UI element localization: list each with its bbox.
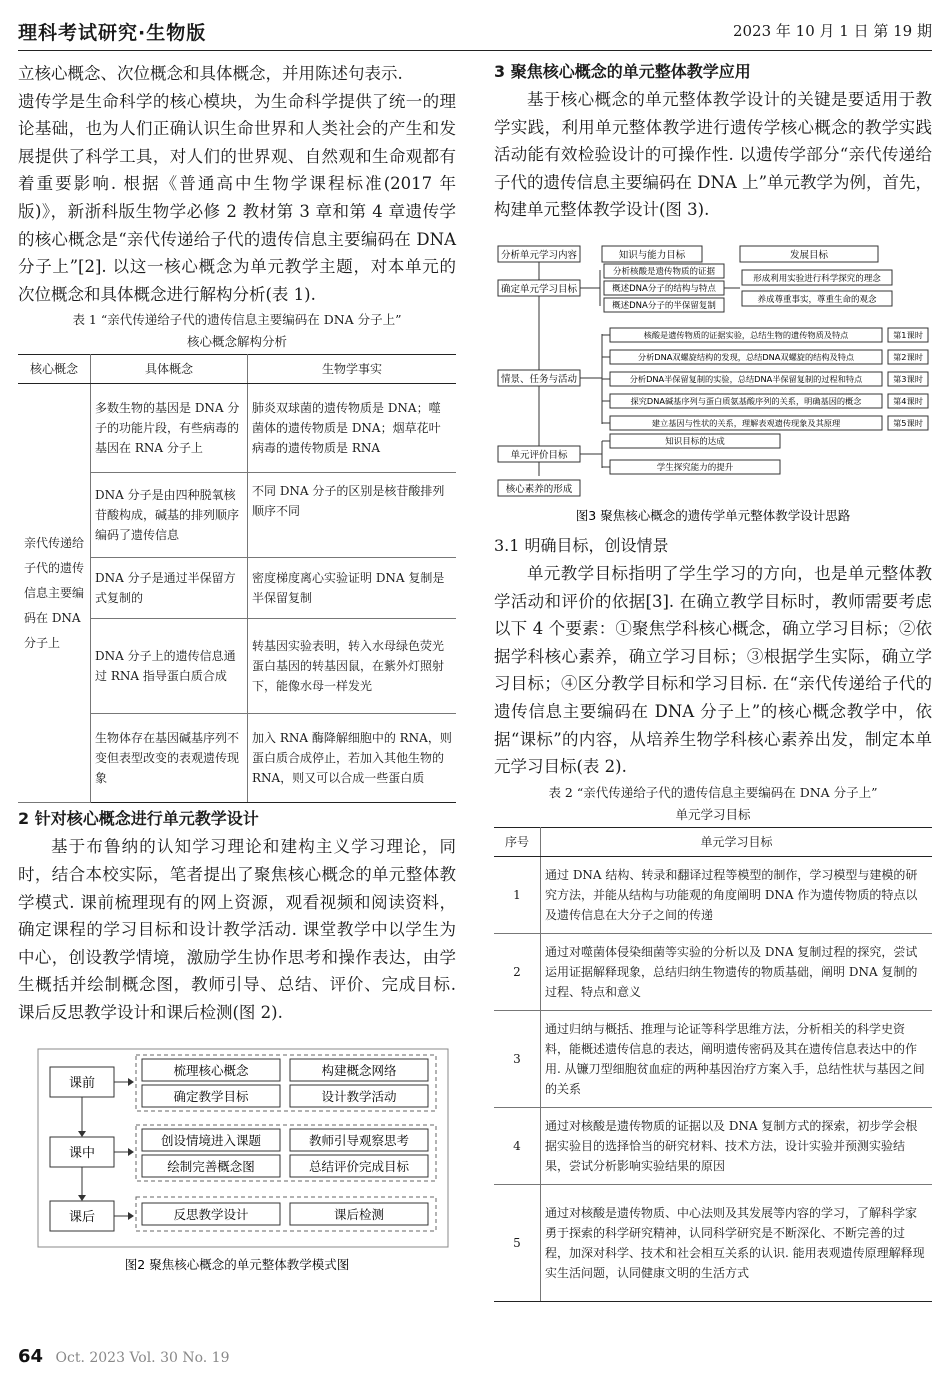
table-cell: 转基因实验表明，转入水母绿色荧光蛋白基因的转基因鼠，在紫外灯照射下，能像水母一样发光 xyxy=(248,619,457,714)
figure-caption: 图2 聚焦核心概念的单元整体教学模式图 xyxy=(124,1256,350,1272)
table-row xyxy=(494,1184,932,1301)
page-number: 64 xyxy=(18,1346,44,1367)
table-header: 核心概念 xyxy=(18,355,91,384)
step-label: 绘制完善概念图 xyxy=(167,1158,255,1174)
figure-caption: 图3 聚焦核心概念的遗传学单元整体教学设计思路 xyxy=(575,507,851,523)
figure-3 xyxy=(494,240,932,530)
table2-caption: 表 2 “亲代传递给子代的遗传信息主要编码在 DNA 分子上” xyxy=(548,784,878,800)
table-row xyxy=(494,856,932,933)
page-footer xyxy=(18,1346,229,1367)
node-label: 知识与能力目标 xyxy=(618,249,686,261)
node-label: 学生探究能力的提升 xyxy=(656,462,734,473)
period-label: 第5课时 xyxy=(893,417,923,428)
node-label: 养成尊重事实，尊重生命的观念 xyxy=(757,294,877,305)
step-label: 总结评价完成目标 xyxy=(308,1158,410,1174)
stage-label-pre: 课前 xyxy=(68,1075,96,1091)
node-label: 分析DNA半保留复制的实验，总结DNA半保留复制的过程和特点 xyxy=(629,373,863,384)
table2-caption-sub: 单元学习目标 xyxy=(675,806,751,822)
table-cell: 通过归纳与概括、推理与论证等科学思维方法，分析相关的科学史资料，能概述遗传信息的表达，阐明遗传密码及其在遗传信息表达中的作用. 从镰刀型细胞贫血症的两种基因治疗方案入手，总结性状与基因之间的关系 xyxy=(541,1010,933,1107)
arrow-head xyxy=(78,1131,86,1137)
arrow-head xyxy=(128,1212,134,1220)
figure-2 xyxy=(18,1045,456,1277)
table-cell: 加入 RNA 酶降解细胞中的 RNA，则蛋白质合成停止，若加入其他生物的 RNA，则又可以合成一些蛋白质 xyxy=(248,714,457,803)
node-label: 概述DNA分子的结构与特点 xyxy=(612,283,716,294)
node-label: 单元评价目标 xyxy=(510,449,568,461)
node-label: 知识目标的达成 xyxy=(665,436,725,447)
arrow-head xyxy=(78,1195,86,1201)
table-cell: 通过对噬菌体侵染细菌等实验的分析以及 DNA 复制过程的探究，尝试运用证据解释现象，总结归纳生物遗传的物质基础，阐明 DNA 复制的过程、特点和意义 xyxy=(541,933,933,1010)
table-row xyxy=(494,1010,932,1107)
issue-date: 2023 年 10 月 1 日 第 19 期 xyxy=(732,22,932,40)
subsection-heading: 3.1 明确目标，创设情景 xyxy=(494,535,669,555)
node-label: 发展目标 xyxy=(789,249,829,261)
step-label: 反思教学设计 xyxy=(173,1206,249,1222)
period-label: 第4课时 xyxy=(893,395,923,406)
table-cell: 5 xyxy=(494,1184,541,1301)
table-cell: DNA 分子上的遗传信息通过 RNA 指导蛋白质合成 xyxy=(91,619,248,714)
table-cell: 通过对核酸是遗传物质的证据以及 DNA 复制方式的探索，初步学会根据实验目的选择恰当的研究材料、技术方法，设计实验并预测实验结果，尝试分析影响实验结果的原因 xyxy=(541,1107,933,1184)
running-header xyxy=(18,14,932,44)
node-label: 情景、任务与活动 xyxy=(500,373,578,385)
table-row xyxy=(494,1107,932,1184)
core-concept-cell: 亲代传递给子代的遗传信息主要编码在 DNA 分子上 xyxy=(18,384,91,803)
arrow-head xyxy=(128,1078,134,1086)
header-rule xyxy=(18,50,932,51)
left-column xyxy=(18,60,456,1277)
table-header: 生物学事实 xyxy=(248,355,457,384)
step-label: 设计教学活动 xyxy=(321,1088,397,1104)
table-cell: 通过对核酸是遗传物质、中心法则及其发展等内容的学习，了解科学家勇于探索的科学研究精神，认同科学研究是不断深化、不断完善的过程，加深对科学、技术和社会相互关系的认识. 能用表观遗传原理解释现实生活问题，认同健康文明的生活方式 xyxy=(541,1184,933,1301)
node-label: 确定单元学习目标 xyxy=(500,283,578,295)
paragraph: 单元教学目标指明了学生学习的方向，也是单元整体教学活动和评价的依据[3]. 在确立教学目标时，教师需要考虑以下 4 个要素：①聚焦学科核心概念，确立学习目标；②依据学科核心素养，确立学习目标；③根据学生实际，确立学习目标；④区分教学目标和学习目标. 在“亲代传递给子代的遗传信息主要编码在 DNA 分子上”的核心概念教学中，依据“课标”的内容，从培养生物学科核心素养出发，制定本单元学习目标(表 2). xyxy=(494,563,932,777)
table-cell: 1 xyxy=(494,856,541,933)
table-header: 具体概念 xyxy=(91,355,248,384)
paragraph: 遗传学是生命科学的核心模块，为生命科学提供了统一的理论基础，也为人们正确认识生命世界和人类社会的产生和发展提供了科学工具，对人们的世界观、自然观和生命观都有着重要影响. 根据《普通高中生物学课程标准(2017 年版)》，新浙科版生物学必修 2 教材第 3 章和第 4 章遗传学的核心概念是“亲代传递给子代的遗传信息主要编码在 DNA 分子上”[2]. 以这一核心概念为单元教学主题，对本单元的次位概念和具体概念进行解构分析(表 1). xyxy=(18,91,456,304)
step-label: 梳理核心概念 xyxy=(173,1062,249,1078)
table-cell: 多数生物的基因是 DNA 分子的功能片段，有些病毒的基因在 RNA 分子上 xyxy=(91,384,248,473)
table-cell: 4 xyxy=(494,1107,541,1184)
step-label: 确定教学目标 xyxy=(173,1088,249,1104)
node-label: 分析核酸是遗传物质的证据 xyxy=(612,266,716,277)
paragraph: 基于布鲁纳的认知学习理论和建构主义学习理论，同时，结合本校实际，笔者提出了聚焦核心概念的单元整体教学模式. 课前梳理现有的网上资源，观看视频和阅读资料，确定课程的学习目标和设计教学活动. 课堂教学中以学生为中心，创设教学情境，激励学生协作思考和操作表达，由学生概括并绘制概念图，教师引导、总结、评价、完成目标. 课后反思教学设计和课后检测(图 2). xyxy=(18,837,456,1022)
arrow-head xyxy=(128,1148,134,1156)
node-label: 分析单元学习内容 xyxy=(500,249,578,261)
paragraph: 基于核心概念的单元整体教学设计的关键是要适用于教学实践，利用单元整体教学进行遗传学核心概念的教学实践活动能有效检验设计的可操作性. 以遗传学部分“亲代传递给子代的遗传信息主要编码在 DNA 上”单元教学为例，首先，构建单元整体教学设计(图 3). xyxy=(494,90,933,220)
table-cell: 生物体存在基因碱基序列不变但表型改变的表观遗传现象 xyxy=(91,714,248,803)
stage-label-post: 课后 xyxy=(68,1209,96,1225)
step-label: 构建概念网络 xyxy=(321,1062,397,1078)
period-label: 第3课时 xyxy=(893,373,923,384)
node-label: 核酸是遗传物质的证据实验，总结生物的遗传物质及特点 xyxy=(643,329,849,340)
table-cell: 3 xyxy=(494,1010,541,1107)
node-label: 核心素养的形成 xyxy=(505,483,573,495)
table-row xyxy=(494,933,932,1010)
node-label: 概述DNA分子的半保留复制 xyxy=(612,300,716,311)
right-column xyxy=(494,60,932,1302)
table-2 xyxy=(494,827,932,1302)
node-label: 建立基因与性状的关系，理解表观遗传现象及其原理 xyxy=(651,417,841,428)
table-cell: 不同 DNA 分子的区别是核苷酸排列顺序不同 xyxy=(248,473,457,558)
table-cell: 2 xyxy=(494,933,541,1010)
journal-brand: 理科考试研究·生物版 xyxy=(18,22,207,44)
section-heading: 2 针对核心概念进行单元教学设计 xyxy=(18,809,259,829)
table1-caption: 表 1 “亲代传递给子代的遗传信息主要编码在 DNA 分子上” xyxy=(72,312,402,328)
stage-label-mid: 课中 xyxy=(68,1145,96,1161)
period-label: 第1课时 xyxy=(893,329,923,340)
node-label: 分析DNA双螺旋结构的发现，总结DNA双螺旋的结构及特点 xyxy=(637,351,855,362)
table-cell: 通过 DNA 结构、转录和翻译过程等模型的制作，学习模型与建模的研究方法，并能从结构与功能观的角度阐明 DNA 作为遗传物质的特点以及遗传信息在大分子之间的传递 xyxy=(541,856,933,933)
table-row xyxy=(18,384,456,473)
table-cell: DNA 分子是通过半保留方式复制的 xyxy=(91,558,248,619)
table-header: 单元学习目标 xyxy=(541,827,933,856)
footer-issue: Oct. 2023 Vol. 30 No. 19 xyxy=(55,1350,230,1366)
node-label: 探究DNA碱基序列与蛋白质氨基酸序列的关系，明确基因的概念 xyxy=(630,395,862,406)
paragraph: 立核心概念、次位概念和具体概念，并用陈述句表示. xyxy=(18,64,403,83)
table-cell: DNA 分子是由四种脱氧核苷酸构成，碱基的排列顺序编码了遗传信息 xyxy=(91,473,248,558)
table-cell: 密度梯度离心实验证明 DNA 复制是半保留复制 xyxy=(248,558,457,619)
table-cell: 肺炎双球菌的遗传物质是 DNA；噬菌体的遗传物质是 DNA；烟草花叶病毒的遗传物质是 RNA xyxy=(248,384,457,473)
node-label: 形成利用实验进行科学探究的理念 xyxy=(753,273,881,284)
table-header: 序号 xyxy=(494,827,541,856)
table-1 xyxy=(18,354,456,803)
lesson-rows xyxy=(602,328,928,430)
step-label: 课后检测 xyxy=(333,1206,385,1222)
step-label: 教师引导观察思考 xyxy=(308,1132,410,1148)
step-label: 创设情境进入课题 xyxy=(160,1132,262,1148)
section-heading: 3 聚焦核心概念的单元整体教学应用 xyxy=(494,62,751,81)
table1-caption-sub: 核心概念解构分析 xyxy=(186,334,287,350)
period-label: 第2课时 xyxy=(893,351,923,362)
